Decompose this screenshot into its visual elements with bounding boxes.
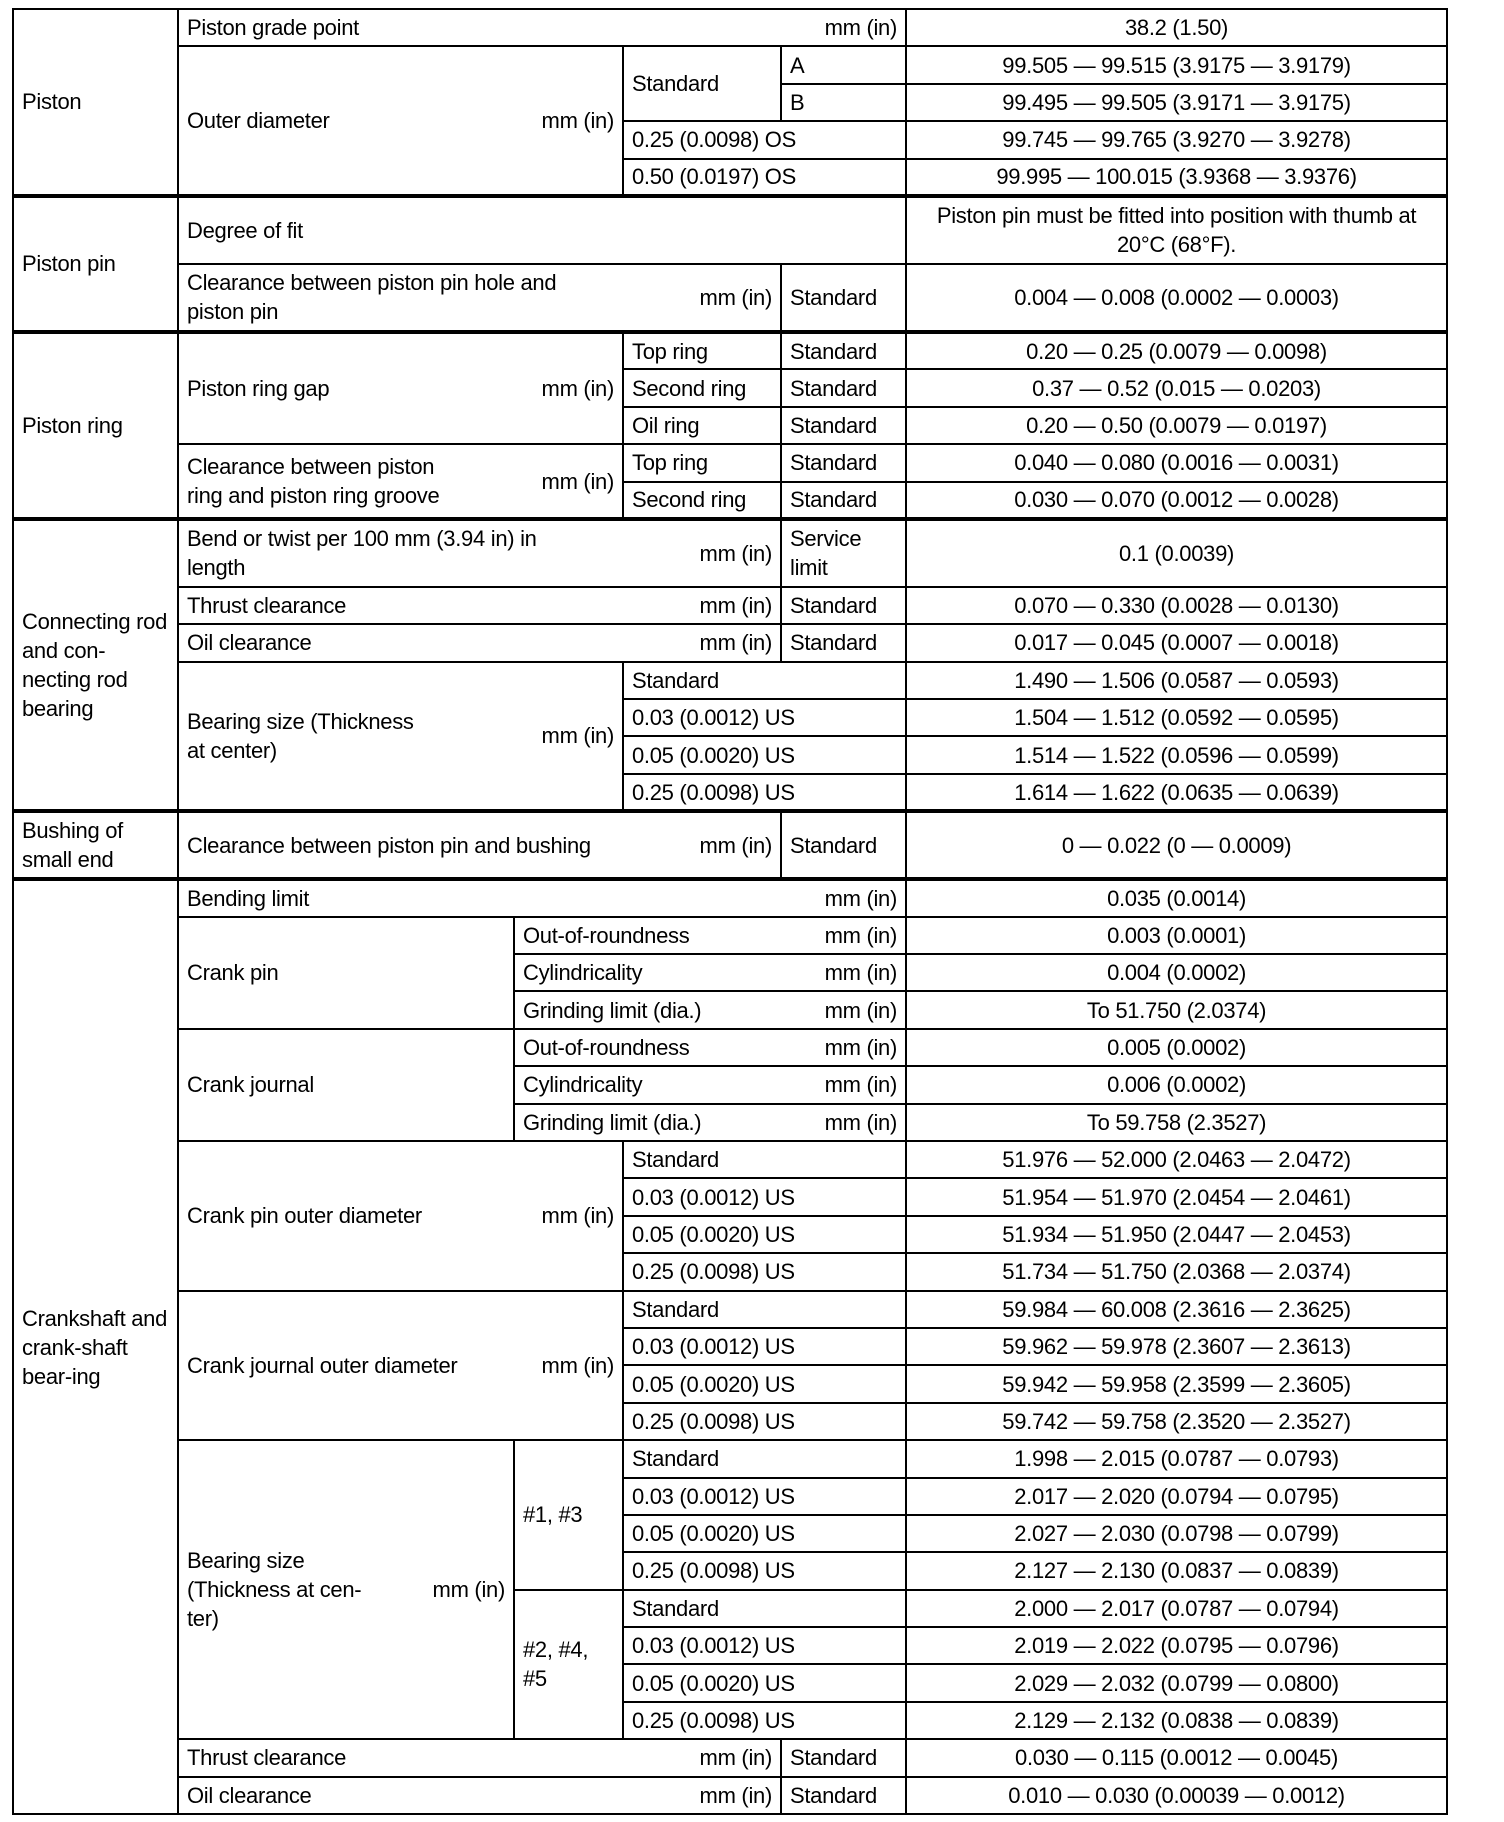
size: Standard [623,662,906,699]
spec-value: 99.995 — 100.015 (3.9368 — 3.9376) [906,159,1447,196]
unit: mm (in) [824,15,898,41]
table-row [13,811,1447,879]
spec-value: 0.030 — 0.115 (0.0012 — 0.0045) [906,1739,1447,1776]
ring: Oil ring [623,407,781,444]
unit: mm (in) [824,1035,898,1060]
label-text: Bend or twist per 100 mm (3.94 in) in length [187,526,537,581]
spec-value: 0.20 — 0.50 (0.0079 — 0.0197) [906,407,1447,444]
size: Standard [623,1590,906,1627]
spec-value: 0.017 — 0.045 (0.0007 — 0.0018) [906,624,1447,661]
category-bushing: Bushing of small end [13,811,178,879]
spec-value: 0.040 — 0.080 (0.0016 — 0.0031) [906,444,1447,481]
spec-table [12,8,1448,1815]
spec-value: Piston pin must be fitted into position with thumb at 20°C (68°F). [906,196,1447,264]
condition: Standard [623,46,781,121]
unit: mm (in) [541,376,614,402]
unit: mm (in) [541,468,614,494]
spec-label [178,1141,623,1291]
spec-value: 1.614 — 1.622 (0.0635 — 0.0639) [906,774,1447,811]
category-piston-pin: Piston pin [13,196,178,332]
unit: mm (in) [541,1203,614,1229]
spec-value: 59.742 — 59.758 (2.3520 — 2.3527) [906,1403,1447,1440]
spec-label [178,46,623,196]
table-row [13,444,1447,481]
label-text: Crank journal outer diameter [187,1352,458,1378]
category-piston-ring: Piston ring [13,332,178,519]
table-row [13,917,1447,954]
condition: Standard [781,811,906,879]
spec-value: 2.000 — 2.017 (0.0787 — 0.0794) [906,1590,1447,1627]
spec-value: 59.962 — 59.978 (2.3607 — 2.3613) [906,1328,1447,1365]
spec-label [178,587,781,624]
table-row [13,9,1447,46]
size: 0.03 (0.0012) US [623,1478,906,1515]
spec-value: 0.004 (0.0002) [906,954,1447,991]
spec-label: Crank pin [178,917,514,1029]
size: Standard [623,1291,906,1328]
table-row [13,1777,1447,1814]
spec-value: 51.934 — 51.950 (2.0447 — 2.0453) [906,1216,1447,1253]
table-row [13,46,1447,83]
condition: Service limit [781,519,906,587]
spec-value: 2.029 — 2.032 (0.0799 — 0.0800) [906,1664,1447,1701]
label-text: Thrust clearance [187,1745,347,1771]
spec-label [178,264,781,332]
label-text: Crank pin outer diameter [187,1203,422,1229]
table-row [13,624,1447,661]
spec-value: 1.514 — 1.522 (0.0596 — 0.0599) [906,736,1447,773]
spec-value: 0.003 (0.0001) [906,917,1447,954]
size: Standard [623,1141,906,1178]
sub-label [514,1029,906,1066]
ring: Second ring [623,482,781,519]
size: 0.25 (0.0098) OS [623,121,906,158]
table-row [13,196,1447,264]
spec-label [178,879,906,916]
spec-value: 0.006 (0.0002) [906,1066,1447,1103]
spec-value: 0.37 — 0.52 (0.015 — 0.0203) [906,369,1447,406]
unit: mm (in) [699,630,772,656]
sub-label [514,1104,906,1141]
label-text: Bearing size (Thickness at cen-ter) [187,1548,362,1632]
size: 0.05 (0.0020) US [623,736,906,773]
spec-label: Crank journal [178,1029,514,1141]
sub-label [514,1066,906,1103]
unit: mm (in) [824,885,898,911]
label-text: Oil clearance [187,1782,312,1808]
unit: mm (in) [699,593,772,619]
label-text: Grinding limit (dia.) [523,997,702,1023]
unit: mm (in) [699,1782,772,1808]
size: 0.05 (0.0020) US [623,1515,906,1552]
spec-label [178,1777,781,1814]
grade: B [781,84,906,121]
label-text: Clearance between piston pin and bushing [187,832,591,858]
spec-value: 0.010 — 0.030 (0.00039 — 0.0012) [906,1777,1447,1814]
spec-value: 38.2 (1.50) [906,9,1447,46]
bearing-group: #1, #3 [514,1440,623,1590]
label-text: Out-of-roundness [523,922,690,948]
size: 0.03 (0.0012) US [623,699,906,736]
table-row [13,587,1447,624]
condition: Standard [781,332,906,369]
spec-value: 51.954 — 51.970 (2.0454 — 2.0461) [906,1178,1447,1215]
label-text: Cylindricality [523,1072,643,1098]
spec-value: 0.070 — 0.330 (0.0028 — 0.0130) [906,587,1447,624]
ring: Second ring [623,369,781,406]
ring: Top ring [623,444,781,481]
condition: Standard [781,482,906,519]
condition: Standard [781,1739,906,1776]
size: 0.05 (0.0020) US [623,1664,906,1701]
spec-label [178,332,623,444]
size: 0.25 (0.0098) US [623,1253,906,1290]
table-row [13,879,1447,916]
condition: Standard [781,624,906,661]
label-text: Piston grade point [187,15,359,41]
spec-value: 2.027 — 2.030 (0.0798 — 0.0799) [906,1515,1447,1552]
size: 0.03 (0.0012) US [623,1178,906,1215]
spec-value: 0.20 — 0.25 (0.0079 — 0.0098) [906,332,1447,369]
grade: A [781,46,906,83]
spec-value: 0.030 — 0.070 (0.0012 — 0.0028) [906,482,1447,519]
spec-value: 2.019 — 2.022 (0.0795 — 0.0796) [906,1627,1447,1664]
label-text: Out-of-roundness [523,1035,690,1060]
spec-value: 2.129 — 2.132 (0.0838 — 0.0839) [906,1702,1447,1739]
size: 0.05 (0.0020) US [623,1365,906,1402]
table-row [13,662,1447,699]
unit: mm (in) [699,284,772,310]
label-text: Oil clearance [187,630,312,656]
category-connecting-rod: Connecting rod and con-necting rod bearing [13,519,178,811]
spec-value: 99.505 — 99.515 (3.9175 — 3.9179) [906,46,1447,83]
condition: Standard [781,587,906,624]
unit: mm (in) [699,540,772,566]
spec-value: 59.942 — 59.958 (2.3599 — 2.3605) [906,1365,1447,1402]
spec-value: 1.504 — 1.512 (0.0592 — 0.0595) [906,699,1447,736]
spec-label [178,662,623,812]
condition: Standard [781,264,906,332]
condition: Standard [781,444,906,481]
condition: Standard [781,369,906,406]
category-crankshaft: Crankshaft and crank-shaft bear-ing [13,879,178,1814]
spec-label [178,624,781,661]
sub-label [514,917,906,954]
spec-value: 0.004 — 0.008 (0.0002 — 0.0003) [906,264,1447,332]
size: Standard [623,1440,906,1477]
spec-value: 59.984 — 60.008 (2.3616 — 2.3625) [906,1291,1447,1328]
label-text: Clearance between piston ring and piston ring groove [187,454,440,509]
table-row [13,332,1447,369]
table-row [13,264,1447,332]
label-text: Bending limit [187,885,310,911]
size: 0.03 (0.0012) US [623,1627,906,1664]
spec-value: 0.035 (0.0014) [906,879,1447,916]
label-text: Clearance between piston pin hole and piston pin [187,270,557,325]
spec-value: 1.998 — 2.015 (0.0787 — 0.0793) [906,1440,1447,1477]
unit: mm (in) [541,723,614,749]
unit: mm (in) [824,960,898,986]
size: 0.25 (0.0098) US [623,774,906,811]
size: 0.25 (0.0098) US [623,1702,906,1739]
spec-label [178,9,906,46]
bearing-group: #2, #4, #5 [514,1590,623,1740]
spec-value: 0 — 0.022 (0 — 0.0009) [906,811,1447,879]
spec-value: 0.005 (0.0002) [906,1029,1447,1066]
unit: mm (in) [699,832,772,858]
label-text: Outer diameter [187,108,330,134]
ring: Top ring [623,332,781,369]
size: 0.05 (0.0020) US [623,1216,906,1253]
table-row [13,1291,1447,1328]
spec-value: 1.490 — 1.506 (0.0587 — 0.0593) [906,662,1447,699]
spec-value: 2.127 — 2.130 (0.0837 — 0.0839) [906,1552,1447,1589]
label-text: Cylindricality [523,960,643,986]
table-row [13,1141,1447,1178]
spec-value: 0.1 (0.0039) [906,519,1447,587]
sub-label [514,954,906,991]
spec-value: 51.734 — 51.750 (2.0368 — 2.0374) [906,1253,1447,1290]
size: 0.25 (0.0098) US [623,1552,906,1589]
table-row [13,1029,1447,1066]
unit: mm (in) [699,1745,772,1771]
category-piston: Piston [13,9,178,196]
spec-label: Degree of fit [178,196,906,264]
size: 0.25 (0.0098) US [623,1403,906,1440]
spec-label [178,811,781,879]
label-text: Thrust clearance [187,593,347,619]
spec-value: 51.976 — 52.000 (2.0463 — 2.0472) [906,1141,1447,1178]
table-row [13,1440,1447,1477]
size: 0.50 (0.0197) OS [623,159,906,196]
spec-label [178,519,781,587]
spec-value: To 51.750 (2.0374) [906,991,1447,1028]
sub-label [514,991,906,1028]
unit: mm (in) [824,997,898,1023]
spec-value: 2.017 — 2.020 (0.0794 — 0.0795) [906,1478,1447,1515]
condition: Standard [781,1777,906,1814]
unit: mm (in) [824,922,898,948]
label-text: Bearing size (Thickness at center) [187,708,414,763]
spec-label [178,444,623,519]
spec-value: 99.495 — 99.505 (3.9171 — 3.9175) [906,84,1447,121]
spec-label [178,1291,623,1441]
unit: mm (in) [541,108,614,134]
size: 0.03 (0.0012) US [623,1328,906,1365]
unit: mm (in) [541,1352,614,1378]
spec-value: 99.745 — 99.765 (3.9270 — 3.9278) [906,121,1447,158]
unit: mm (in) [824,1109,898,1135]
table-row [13,1739,1447,1776]
spec-label [178,1739,781,1776]
unit: mm (in) [432,1577,505,1603]
table-row [13,519,1447,587]
unit: mm (in) [824,1072,898,1098]
label-text: Piston ring gap [187,376,330,402]
label-text: Grinding limit (dia.) [523,1109,702,1135]
spec-value: To 59.758 (2.3527) [906,1104,1447,1141]
spec-label [178,1440,514,1739]
condition: Standard [781,407,906,444]
